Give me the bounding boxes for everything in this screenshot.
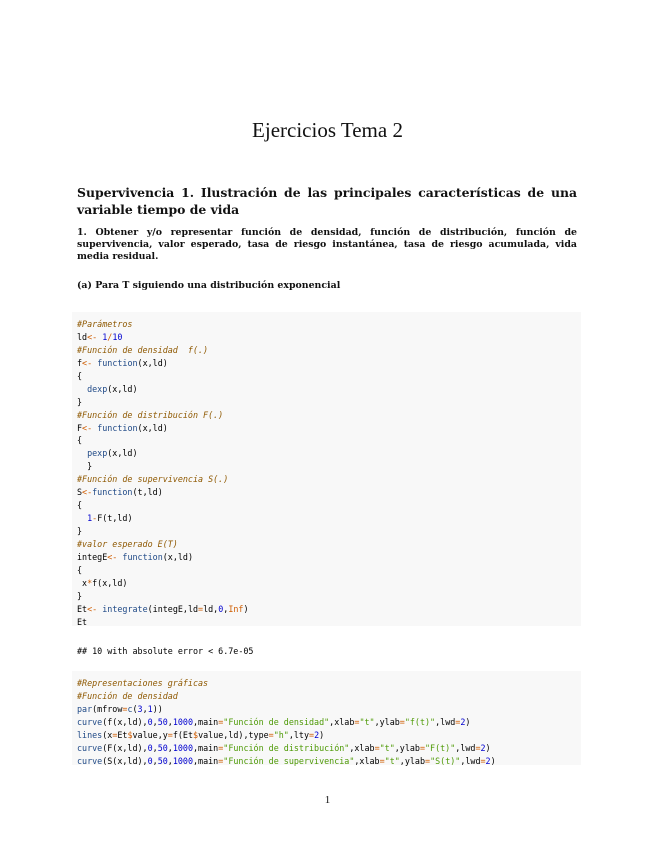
code-line: ld<- 1/10: [77, 331, 123, 342]
code-line: curve(f(x,ld),0,50,1000,main="Función de densidad",xlab="t",ylab="f(t)",lwd=2): [77, 716, 471, 727]
code-line: f<- function(x,ld): [77, 357, 168, 368]
code-line: integE<- function(x,ld): [77, 551, 194, 562]
code-line: dexp(x,ld): [87, 383, 138, 394]
code-output: ## 10 with absolute error < 6.7e-05: [77, 646, 254, 656]
code-line: #Representaciones gráficas: [77, 678, 209, 688]
code-line: pexp(x,ld): [87, 448, 138, 459]
code-line: #Función de densidad: [77, 690, 178, 701]
code-line: curve(F(x,ld),0,50,1000,main="Función de distribución",xlab="t",ylab="F(t)",lwd=2): [77, 742, 491, 753]
code-line: #valor esperado E(T): [77, 538, 178, 549]
code-line: Et<- integrate(integE,ld=ld,0,Inf): [77, 603, 249, 614]
document-title: Ejercicios Tema 2: [252, 118, 403, 142]
code-line: 1-F(t,ld): [87, 513, 133, 524]
code-line: #Función de distribución F(.): [77, 409, 224, 420]
code-line: {: [77, 500, 83, 511]
code-line: {: [77, 370, 83, 381]
code-line: {: [77, 435, 83, 446]
code-line: par(mfrow=c(3,1)): [77, 703, 163, 714]
code-line: #Función de densidad f(.): [77, 344, 209, 355]
code-line: x*f(x,ld): [77, 577, 128, 588]
code-line: #Parámetros: [77, 319, 133, 329]
exercise-statement: 1. Obtener y/o representar función de densidad, función de distribución, función de supervivencia, valor esperado, tasa de riesgo instantánea, tasa de riesgo acumulada, vida media residual.: [77, 227, 577, 263]
code-line: F<- function(x,ld): [77, 422, 168, 433]
code-line: }: [77, 526, 83, 536]
code-block-definitions: [72, 312, 581, 626]
code-line: }: [77, 396, 83, 407]
code-line: }: [77, 590, 83, 601]
subsection-heading: (a) Para T siguiendo una distribución exponencial: [77, 280, 341, 291]
code-line: S<-function(t,ld): [77, 487, 163, 498]
code-line: {: [77, 564, 83, 575]
code-line: #Función de supervivencia S(.): [77, 474, 229, 485]
page-number: 1: [324, 794, 331, 806]
section-heading: Supervivencia 1. Ilustración de las principales características de una variable tiempo de vida: [77, 185, 577, 217]
code-line: }: [77, 461, 93, 472]
code-line: curve(S(x,ld),0,50,1000,main="Función de supervivencia",xlab="t",ylab="S(t)",lwd=2): [77, 755, 496, 766]
code-line: lines(x=Et$value,y=f(Et$value,ld),type="h",lty=2): [77, 729, 325, 740]
code-block-plots: [72, 671, 581, 765]
code-line: Et: [77, 616, 88, 627]
